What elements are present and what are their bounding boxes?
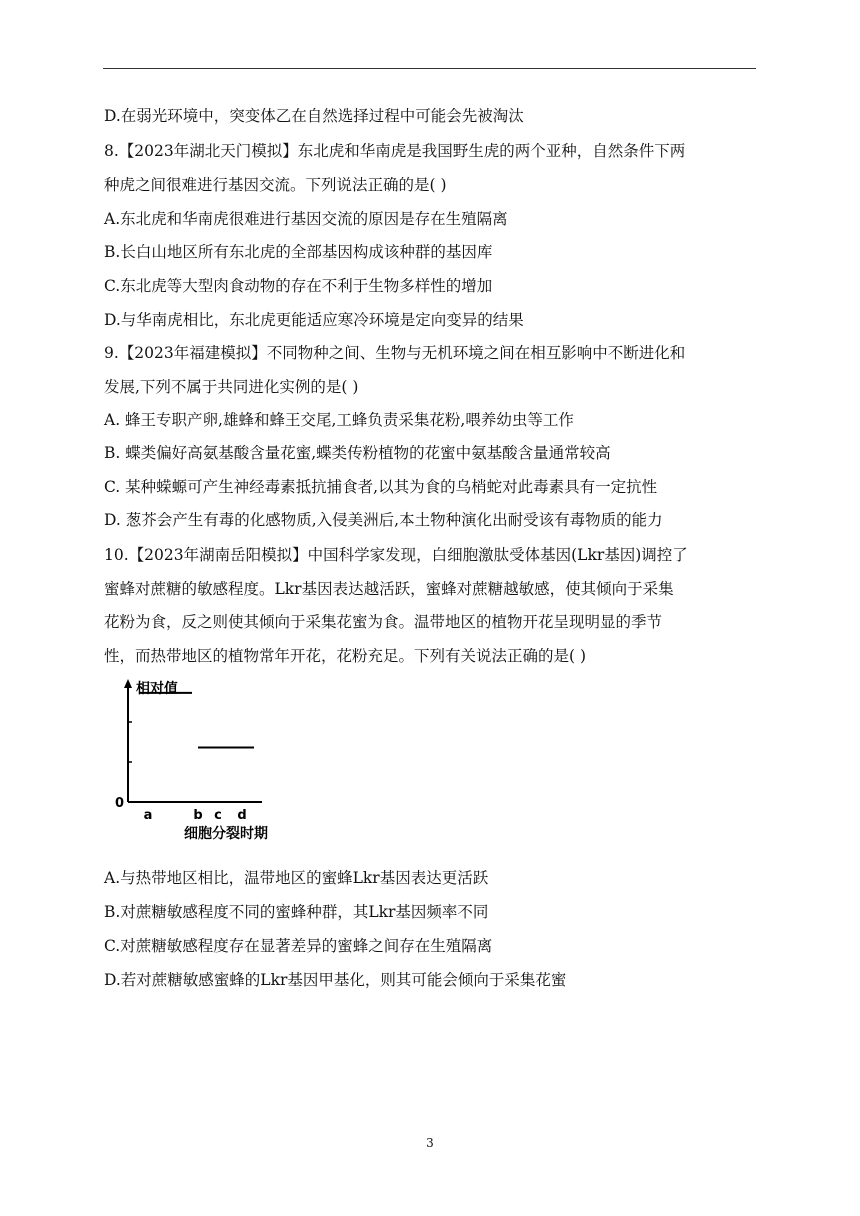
option-10a: A.与热带地区相比，温带地区的蜜蜂Lkr基因表达更活跃	[104, 869, 489, 887]
option-8a: A.东北虎和华南虎很难进行基因交流的原因是存在生殖隔离	[104, 210, 508, 228]
question-10-line-4: 性，而热带地区的植物常年开花，花粉充足。下列有关说法正确的是( )	[104, 647, 587, 665]
x-axis-label: 细胞分裂时期	[184, 826, 268, 842]
option-9c: C. 某种蝾螈可产生神经毒素抵抗捕食者,以其为食的乌梢蛇对此毒素具有一定抗性	[104, 478, 658, 496]
option-7d: D.在弱光环境中，突变体乙在自然选择过程中可能会先被淘汰	[104, 107, 524, 125]
tick-label-d: d	[237, 808, 247, 823]
tick-label-b: b	[193, 808, 203, 823]
option-8d: D.与华南虎相比，东北虎更能适应寒冷环境是定向变异的结果	[104, 311, 524, 329]
relative-value-chart	[110, 676, 270, 842]
y-axis-arrow	[124, 679, 132, 688]
question-10-line-2: 蜜蜂对蔗糖的敏感程度。Lkr基因表达越活跃，蜜蜂对蔗糖越敏感，使其倾向于采集	[104, 580, 674, 598]
option-8b: B.长白山地区所有东北虎的全部基因构成该种群的基因库	[104, 243, 493, 261]
option-9b: B. 蝶类偏好高氨基酸含量花蜜,蝶类传粉植物的花蜜中氨基酸含量通常较高	[104, 444, 611, 462]
option-10c: C.对蔗糖敏感程度存在显著差异的蜜蜂之间存在生殖隔离	[104, 937, 493, 955]
tick-label-c: c	[214, 808, 222, 823]
option-10b: B.对蔗糖敏感程度不同的蜜蜂种群，其Lkr基因频率不同	[104, 903, 489, 921]
header-rule	[103, 68, 756, 69]
option-9a: A. 蜂王专职产卵,雄蜂和蜂王交尾,工蜂负责采集花粉,喂养幼虫等工作	[104, 411, 574, 429]
question-10-line-3: 花粉为食，反之则使其倾向于采集花蜜为食。温带地区的植物开花呈现明显的季节	[104, 613, 663, 631]
question-8-line-1: 8.【2023年湖北天门模拟】东北虎和华南虎是我国野生虎的两个亚种，自然条件下两	[104, 142, 686, 160]
chart-segments	[140, 693, 254, 748]
question-8-line-2: 种虎之间很难进行基因交流。下列说法正确的是( )	[104, 176, 447, 194]
y-axis-label: 相对值	[136, 681, 178, 697]
question-9-line-2: 发展,下列不属于共同进化实例的是( )	[104, 378, 359, 396]
question-10-line-1: 10.【2023年湖南岳阳模拟】中国科学家发现，白细胞激肽受体基因(Lkr基因)调控了	[104, 546, 688, 564]
option-10d: D.若对蔗糖敏感蜜蜂的Lkr基因甲基化，则其可能会倾向于采集花蜜	[104, 971, 567, 989]
origin-label: 0	[115, 796, 125, 811]
question-9-line-1: 9.【2023年福建模拟】不同物种之间、生物与无机环境之间在相互影响中不断进化和	[104, 344, 686, 362]
page-number: 3	[426, 1136, 434, 1150]
tick-label-a: a	[143, 808, 153, 823]
option-9d: D. 葱芥会产生有毒的化感物质,入侵美洲后,本土物种演化出耐受该有毒物质的能力	[104, 511, 663, 529]
option-8c: C.东北虎等大型肉食动物的存在不利于生物多样性的增加	[104, 277, 493, 295]
